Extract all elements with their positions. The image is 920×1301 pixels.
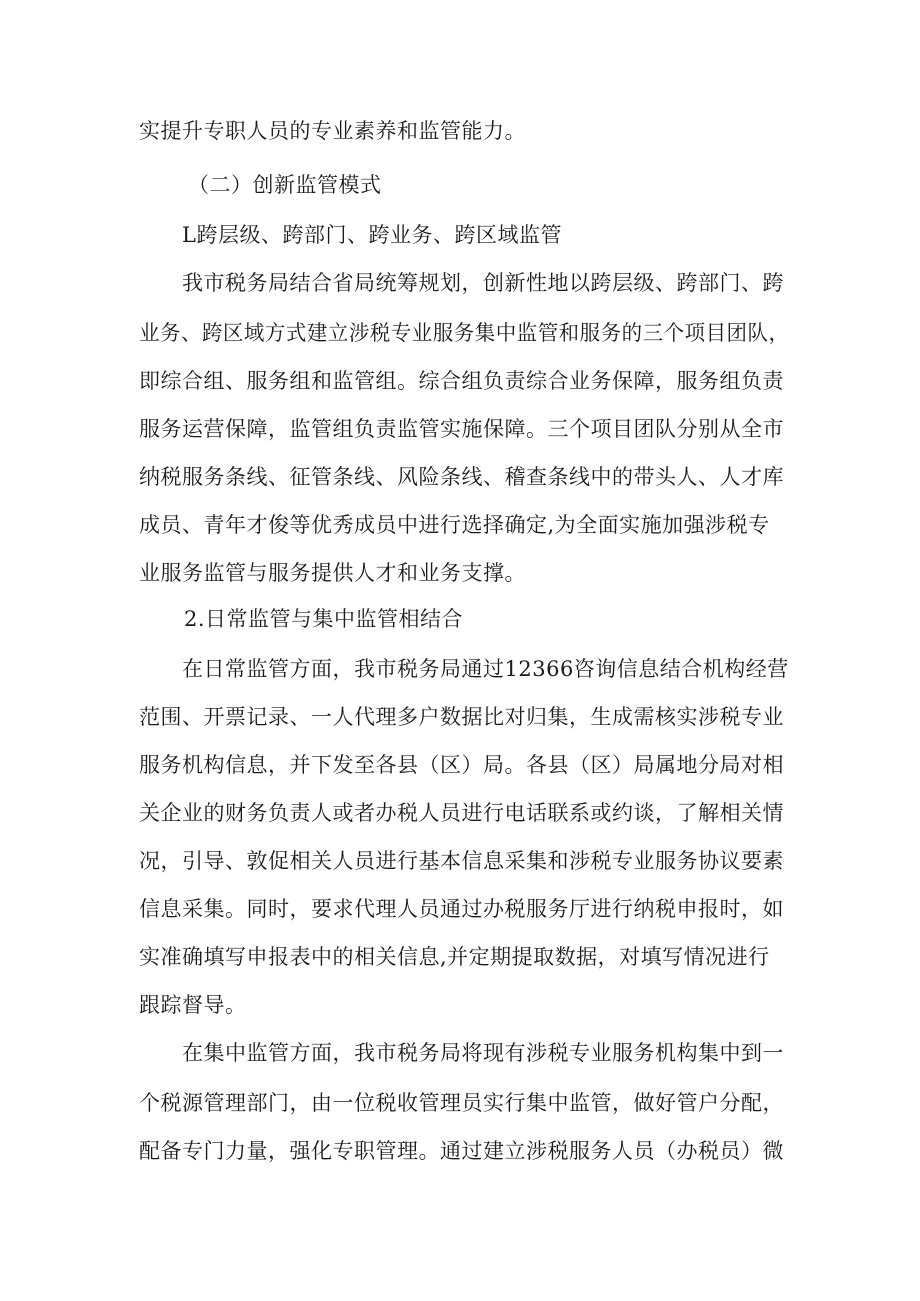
paragraph-line: 关企业的财务负责人或者办税人员进行电话联系或约谈，了解相关情 (139, 801, 784, 825)
paragraph-line: 我市税务局结合省局统筹规划，创新性地以跨层级、跨部门、跨 (182, 271, 784, 295)
paragraph-line: 况，引导、敦促相关人员进行基本信息采集和涉税专业服务协议要素 (139, 849, 784, 873)
paragraph-line: 范围、开票记录、一人代理多户数据比对归集，生成需核实涉税专业 (139, 705, 784, 729)
paragraph-line: 在集中监管方面，我市税务局将现有涉税专业服务机构集中到一 (182, 1041, 784, 1065)
paragraph-line: 业务、跨区域方式建立涉税专业服务集中监管和服务的三个项目团队， (139, 321, 790, 345)
paragraph-line: 信息采集。同时，要求代理人员通过办税服务厅进行纳税申报时，如 (139, 897, 784, 921)
paragraph-line: 业服务监管与服务提供人才和业务支撑。 (139, 561, 526, 585)
subsection-heading: 2.日常监管与集中监管相结合 (184, 607, 464, 631)
paragraph-line: 在日常监管方面，我市税务局通过12366咨询信息结合机构经营 (182, 657, 789, 681)
paragraph-line: 跟踪督导。 (139, 993, 247, 1017)
paragraph-line: 服务机构信息，并下发至各县（区）局。各县（区）局属地分局对相 (139, 753, 784, 777)
paragraph-line: 即综合组、服务组和监管组。综合组负责综合业务保障，服务组负责 (139, 369, 784, 393)
subsection-heading: L跨层级、跨部门、跨业务、跨区域监管 (182, 223, 562, 247)
paragraph-line: 纳税服务条线、征管条线、风险条线、稽查条线中的带头人、人才库 (139, 465, 784, 489)
paragraph-line: 服务运营保障，监管组负责监管实施保障。三个项目团队分别从全市 (139, 417, 784, 441)
paragraph-line: 实准确填写申报表中的相关信息,并定期提取数据，对填写情况进行 (139, 945, 770, 969)
section-heading: （二）创新监管模式 (188, 173, 382, 197)
paragraph-line: 实提升专职人员的专业素养和监管能力。 (139, 119, 526, 143)
paragraph-line: 配备专门力量，强化专职管理。通过建立涉税服务人员（办税员）微 (139, 1139, 784, 1163)
paragraph-line: 个税源管理部门，由一位税收管理员实行集中监管，做好管户分配， (139, 1091, 784, 1115)
paragraph-line: 成员、青年才俊等优秀成员中进行选择确定,为全面实施加强涉税专 (139, 513, 770, 537)
